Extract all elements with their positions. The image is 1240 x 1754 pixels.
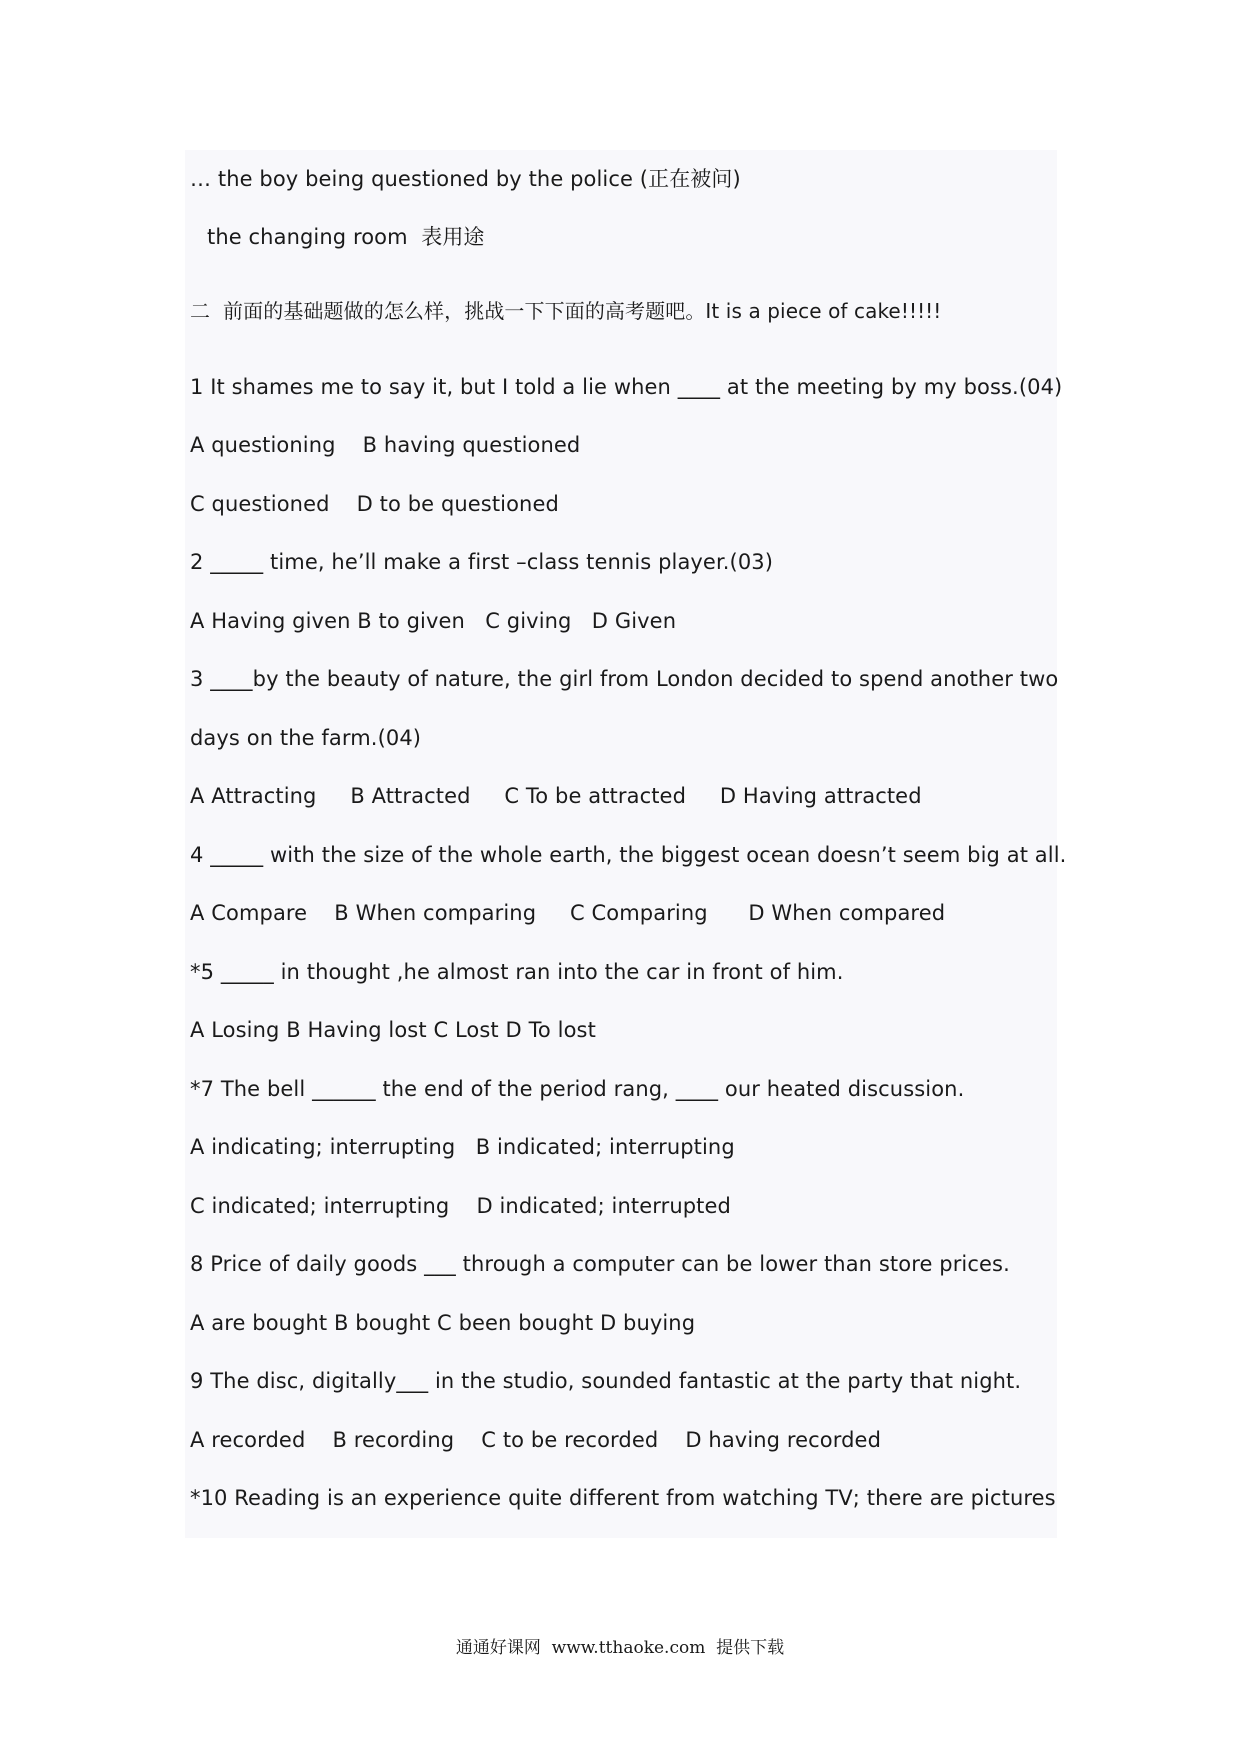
question-9-options: A recorded B recording C to be recorded D having recorded (190, 1428, 881, 1452)
example-line: the changing room 表用途 (207, 225, 485, 249)
question-3: 3 ____by the beauty of nature, the girl from London decided to spend another two (190, 667, 1059, 691)
question-3-continued: days on the farm.(04) (190, 726, 422, 750)
question-10: *10 Reading is an experience quite different from watching TV; there are pictures (190, 1486, 1056, 1510)
question-2: 2 _____ time, he’ll make a first –class tennis player.(03) (190, 550, 774, 574)
question-8-options: A are bought B bought C been bought D buying (190, 1311, 696, 1335)
question-4: 4 _____ with the size of the whole earth, the biggest ocean doesn’t seem big at all. (190, 843, 1067, 867)
page-footer: 通通好课网 www.tthaoke.com 提供下载 (455, 1638, 785, 1658)
question-2-options: A Having given B to given C giving D Given (190, 609, 677, 633)
question-8: 8 Price of daily goods ___ through a computer can be lower than store prices. (190, 1252, 1010, 1276)
question-1-options: A questioning B having questioned (190, 433, 581, 457)
question-7-options: C indicated; interrupting D indicated; interrupted (190, 1194, 731, 1218)
question-7-options: A indicating; interrupting B indicated; interrupting (190, 1135, 735, 1159)
question-5-options: A Losing B Having lost C Lost D To lost (190, 1018, 596, 1042)
question-9: 9 The disc, digitally___ in the studio, sounded fantastic at the party that night. (190, 1369, 1022, 1393)
question-1: 1 It shames me to say it, but I told a lie when ____ at the meeting by my boss.(04) (190, 375, 1063, 399)
question-5: *5 _____ in thought ,he almost ran into the car in front of him. (190, 960, 844, 984)
question-1-options: C questioned D to be questioned (190, 492, 559, 516)
example-line: … the boy being questioned by the police (正在被问) (190, 167, 741, 191)
question-7: *7 The bell ______ the end of the period rang, ____ our heated discussion. (190, 1077, 965, 1101)
question-3-options: A Attracting B Attracted C To be attracted D Having attracted (190, 784, 922, 808)
section-heading: 二 前面的基础题做的怎么样，挑战一下下面的高考题吧。It is a piece of cake!!!!! (190, 299, 942, 323)
question-4-options: A Compare B When comparing C Comparing D When compared (190, 901, 946, 925)
